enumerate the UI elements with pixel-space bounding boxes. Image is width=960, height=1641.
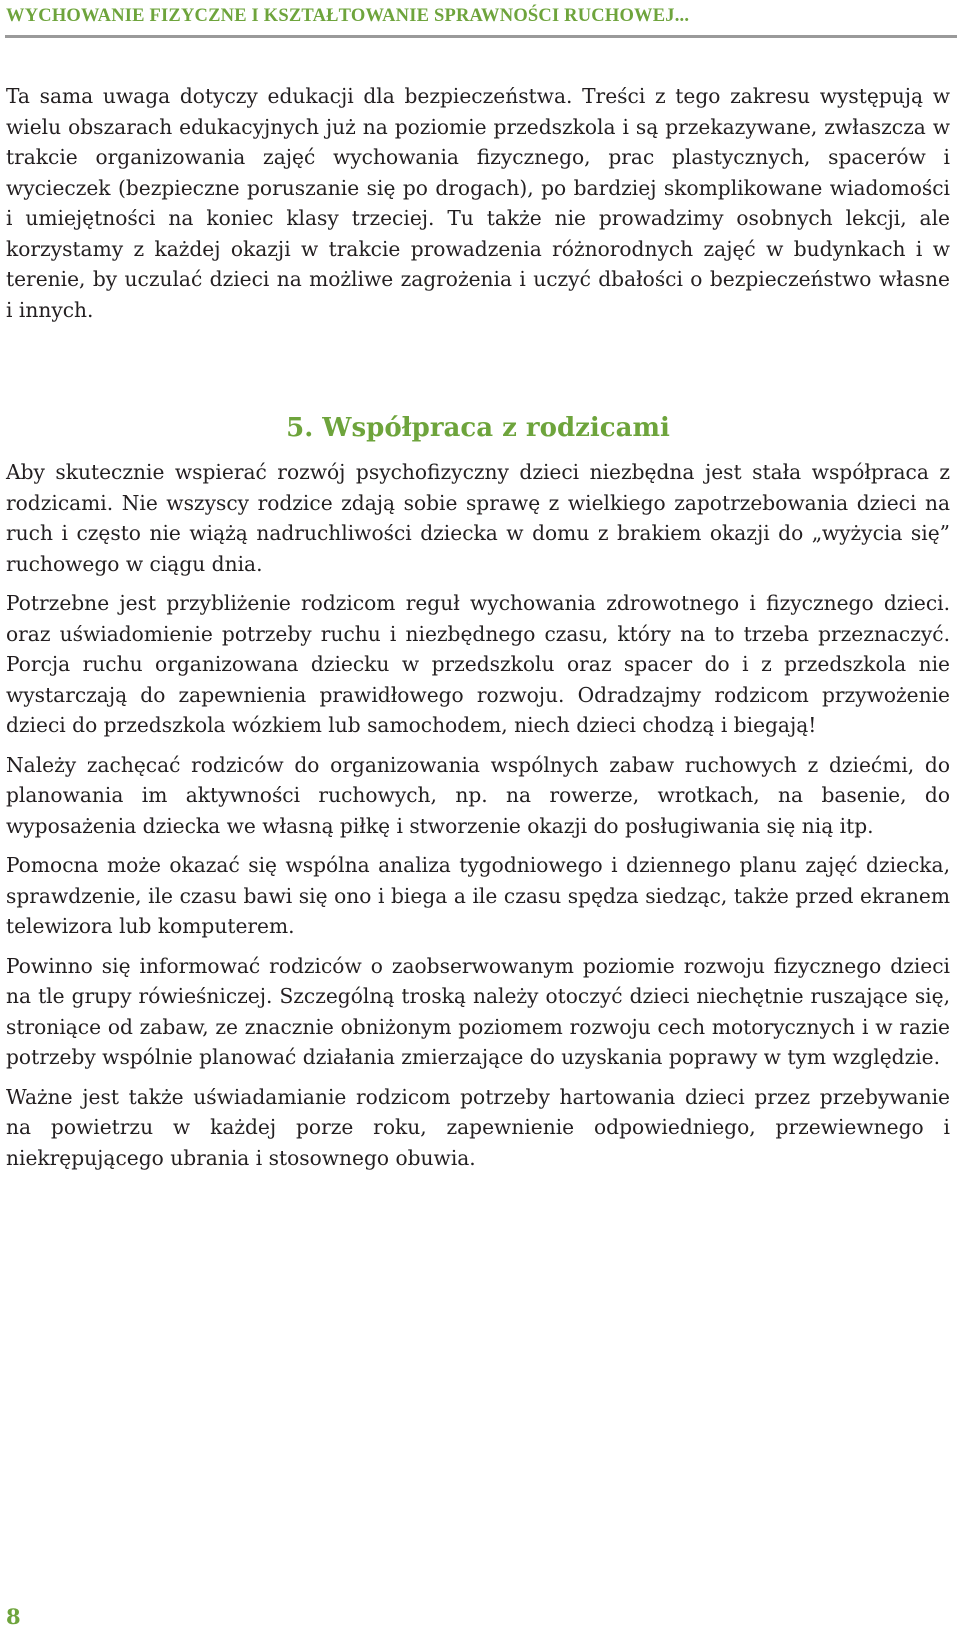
section-paragraph: Należy zachęcać rodziców do organizowania wspólnych zabaw ruchowych z dziećmi, do planowania im aktywności ruchowych, np. na rowerze, wrotkach, na basenie, do wyposażenia dziecka we własną piłkę i stworzenie okazji do posługiwania się nią itp. bbox=[6, 752, 950, 838]
intro-paragraph: Ta sama uwaga dotyczy edukacji dla bezpieczeństwa. Treści z tego zakresu występują w wielu obszarach edukacyjnych już na poziomie przedszkola i są przekazywane, zwłaszcza w trakcie organizowania zajęć wychowania fizycznego, prac plastycznych, spacerów i wycieczek (bezpieczne poruszanie się po drogach), po bardziej skomplikowane wiadomości i umiejętności na koniec klasy trzeciej. Tu także nie prowadzimy osobnych lekcji, ale korzystamy z każdej okazji w trakcie prowadzenia różnorodnych zajęć w budynkach i w terenie, by uczulać dzieci na możliwe zagrożenia i uczyć dbałości o bezpieczeństwo własne i innych. bbox=[6, 84, 950, 322]
section-paragraph: Powinno się informować rodziców o zaobserwowanym poziomie rozwoju fizycznego dzieci na tle grupy rówieśniczej. Szczególną troską należy otoczyć dzieci niechętnie ruszające się, stroniące od zabaw, ze znacznie obniżonym poziomem rozwoju cech motorycznych i w razie potrzeby wspólnie planować działania zmierzające do uzyskania poprawy w tym względzie. bbox=[6, 953, 950, 1069]
section-paragraph: Aby skutecznie wspierać rozwój psychofizyczny dzieci niezbędna jest stała współpraca z rodzicami. Nie wszyscy rodzice zdają sobie sprawę z wielkiego zapotrzebowania dzieci na ruch i często nie wiążą nadruchliwości dziecka w domu z brakiem okazji do „wyżycia się” ruchowego w ciągu dnia. bbox=[6, 460, 950, 576]
page-number: 8 bbox=[6, 1604, 21, 1629]
section-paragraph: Pomocna może okazać się wspólna analiza tygodniowego i dziennego planu zajęć dziecka, sprawdzenie, ile czasu bawi się ono i biega a ile czasu spędza siedząc, także przed ekranem telewizora lub komputerem. bbox=[6, 853, 950, 938]
section-title: 5. Współpraca z rodzicami bbox=[286, 413, 670, 443]
section-paragraph: Ważne jest także uświadamianie rodzicom potrzeby hartowania dzieci przez przebywanie na powietrzu w każdej porze roku, zapewnienie odpowiedniego, przewiewnego i niekrępującego ubrania i stosownego obuwia. bbox=[6, 1084, 950, 1170]
section-paragraph: Potrzebne jest przybliżenie rodzicom reguł wychowania zdrowotnego i fizycznego dzieci. oraz uświadomienie potrzeby ruchu i niezbędnego czasu, który na to trzeba przeznaczyć. Porcja ruchu organizowana dziecku w przedszkolu oraz spacer do i z przedszkola nie wystarczają do zapewnienia prawidłowego rozwoju. Odradzajmy rodzicom przywożenie dzieci do przedszkola wózkiem lub samochodem, niech dzieci chodzą i biegają! bbox=[6, 591, 950, 737]
header-divider bbox=[5, 35, 957, 38]
page-content bbox=[6, 81, 950, 1173]
running-header: WYCHOWANIE FIZYCZNE I KSZTAŁTOWANIE SPRAWNOŚCI RUCHOWEJ... bbox=[6, 6, 690, 26]
